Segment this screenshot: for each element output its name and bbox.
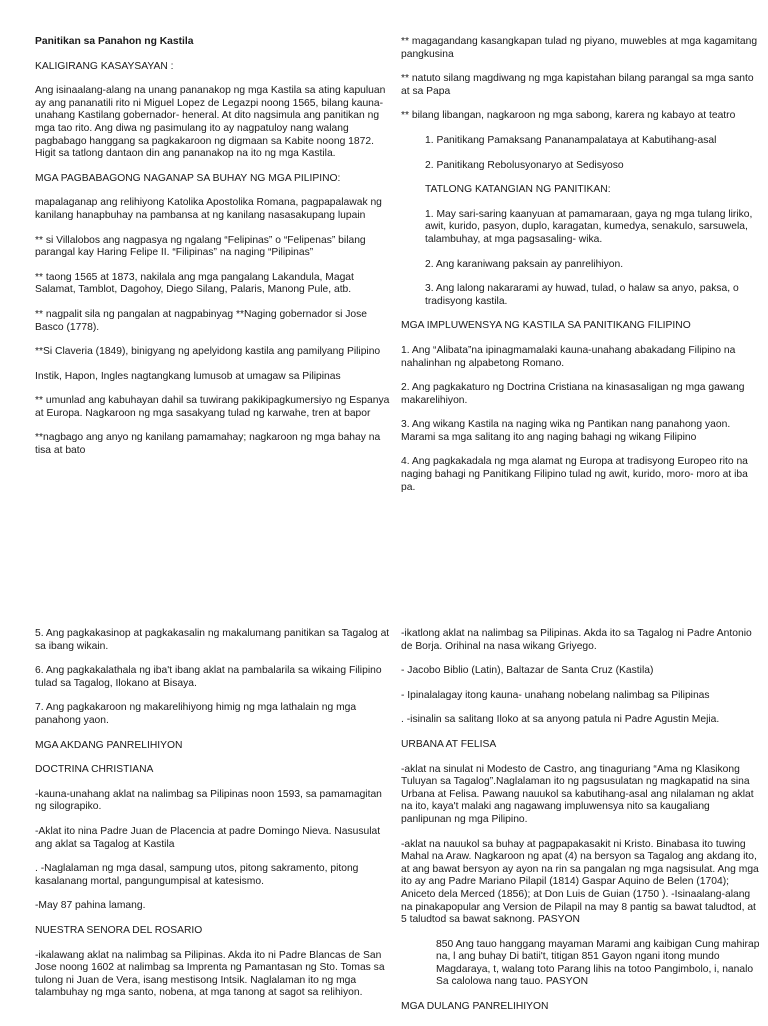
section-heading: URBANA AT FELISA — [401, 738, 497, 750]
section-heading: DOCTRINA CHRISTIANA — [35, 764, 154, 776]
paragraph: **Si Claveria (1849), binigyang ng apelyidong kastila ang pamilyang Pilipino — [35, 346, 381, 358]
paragraph: . -isinalin sa salitang Iloko at sa anyong patula ni Padre Agustin Mejia. — [401, 714, 720, 726]
paragraph: ** umunlad ang kabuhayan dahil sa tuwirang pakikipagkumersiyo ng Espanya at Europa. Nagkaroon ng mga sasakyang tulad ng karwahe, tren at bapor — [35, 395, 390, 419]
paragraph: . -Naglalaman ng mga dasal, sampung utos, pitong sakramento, pitong kasalanang mortal, pangungumpisal at katesismo. — [35, 863, 359, 887]
section-heading: MGA DULANG PANRELIHIYON — [401, 1001, 549, 1013]
page1-right-column — [401, 36, 763, 506]
paragraph: ** nagpalit sila ng pangalan at nagpabinyag **Naging gobernador si Jose Basco (1778). — [35, 308, 368, 333]
page2-right-column — [401, 628, 763, 1026]
paragraph: -Aklat ito nina Padre Juan de Placencia at padre Domingo Nieva. Nasusulat ang aklat sa Tagalog at Kastila — [35, 825, 381, 850]
paragraph: ** bilang libangan, nagkaroon ng mga sabong, karera ng kabayo at teatro — [401, 110, 736, 122]
list-item: 5. Ang pagkakasinop at pagkakasalin ng makalumang panitikan sa Tagalog at sa ibang wikain. — [35, 628, 390, 652]
paragraph: -May 87 pahina lamang. — [35, 900, 146, 912]
paragraph: ** taong 1565 at 1873, nakilala ang mga pangalang Lakandula, Magat Salamat, Tamblot, Dagohoy, Diego Silang, Palaris, Manong Pule, atb. — [35, 271, 354, 296]
list-item: 2. Ang pagkakaturo ng Doctrina Cristiana na kinasasaligan ng mga gawang makarelihiyon. — [401, 382, 745, 406]
paragraph: mapalaganap ang relihiyong Katolika Apostolika Romana, pagpapalawak ng kanilang hanapbuhay na pambansa at ng kanilang nasasakupang lupain — [35, 197, 382, 221]
paragraph: Ang isinaalang-alang na unang pananakop ng mga Kastila sa ating kapuluan ay ang pananatili rito ni Miguel Lopez de Legazpi noong 1565, bilang kauna-unahang Kastilang gobernador- heneral. At dito nagsimula ang panitikan ng mga tao rito. Ang diwa ng pasimulang ito ay nagpatuloy nang walang pagbabago hanggang sa pagkakaroon ng digmaan sa Kabite noong 1872. Higit sa tatlong dantaon din ang pananakop na ito ng mga Kastila. — [35, 85, 386, 160]
document-title: Panitikan sa Panahon ng Kastila — [35, 36, 194, 47]
paragraph: -ikatlong aklat na nalimbag sa Pilipinas. Akda ito sa Tagalog ni Padre Antonio de Borja. Orihinal na nasa wikang Griyego. — [401, 628, 752, 652]
section-heading: MGA PAGBABAGONG NAGANAP SA BUHAY NG MGA PILIPINO: — [35, 172, 341, 184]
list-item: 4. Ang pagkakadala ng mga alamat ng Europa at tradisyong Europeo rito na naging bahagi ng Panitikang Filipino tulad ng awit, kurido, moro- moro at iba pa. — [401, 456, 748, 493]
section-heading: TATLONG KATANGIAN NG PANITIKAN: — [425, 184, 611, 196]
paragraph: -aklat na nauukol sa buhay at pagpapakasakit ni Kristo. Binabasa ito tuwing Mahal na Araw. Nagkaroon ng apat (4) na bersyon sa Tagalog ang akdang ito, at ang bawat bersyon ay ayon na rin sa pangalan ng mga nagsisulat. Ang mga ito ay ang Padre Mariano Pilapil (1814) Gaspar Aquino de Belen (1704); Aniceto dela Merced (1856); at Don Luis de Guian (1750 ). -Isinaalang-alang na pinakapopular ang Version de Pilapil na may 8 pantig sa bawat taludtod, at 5 taludtod sa bawat saknong. PASYON — [401, 838, 759, 926]
paragraph: ** magagandang kasangkapan tulad ng piyano, muwebles at mga kagamitang pangkusina — [401, 36, 758, 60]
list-item: 1. May sari-saring kaanyuan at pamamaraan, gaya ng mga tulang liriko, awit, kurido, pasyon, duplo, karagatan, kumedya, senakulo, sarsuwela, talambuhay, at mga pagsasaling- wika. — [425, 208, 753, 245]
list-item: 7. Ang pagkakaroon ng makarelihiyong himig ng mga lathalain ng mga panahong yaon. — [35, 702, 357, 726]
paragraph: -ikalawang aklat na nalimbag sa Pilipinas. Akda ito ni Padre Blancas de San Jose noong 1602 at nalimbag sa Imprenta ng Pamantasan ng Sto. Tomas sa tulong ni Juan de Vera, isang mestisong Intsik. Naglalaman ito ng mga talambuhay ng mga santo, nobena, at mga tanong at sagot sa relihiyon. — [35, 949, 385, 999]
paragraph: -kauna-unahang aklat na nalimbag sa Pilipinas noon 1593, sa pamamagitan ng silograpiko. — [35, 788, 382, 813]
list-item: 3. Ang lalong nakararami ay huwad, tulad, o halaw sa anyo, paksa, o tradisyong kastila. — [425, 283, 739, 307]
poem-excerpt: 850 Ang tauo hanggang mayaman Marami ang kaibigan Cung mahirap na, l ang buhay Di batii't, titigan 851 Gayon ngani itong mundo Magdaraya, t, walang toto Parang lihis na totoo Pangimbolo, i, nanalo Sa calolowa nang tauo. PASYON — [436, 938, 760, 988]
section-heading: MGA IMPLUWENSYA NG KASTILA SA PANITIKANG FILIPINO — [401, 320, 691, 332]
paragraph: - Jacobo Biblio (Latin), Baltazar de Santa Cruz (Kastila) — [401, 665, 654, 677]
list-item: 3. Ang wikang Kastila na naging wika ng Pantikan nang panahong yaon. Marami sa mga salitang ito ang naging bahagi ng wikang Filipino — [401, 419, 731, 443]
page1-left-column — [35, 36, 390, 470]
paragraph: ** si Villalobos ang nagpasya ng ngalang “Felipinas” o “Felipenas” bilang parangal kay Haring Felipe II. “Filipinas” na naging “Pilipinas” — [35, 234, 366, 259]
paragraph: -aklat na sinulat ni Modesto de Castro, ang tinaguriang “Ama ng Klasikong Tuluyan sa Tagalog”.Naglalaman ito ng pagsusulatan ng magkapatid na sina Urbana at Felisa. Pawang nauukol sa kabutihang-asal ang nilalaman ng aklat na ito, kaya't malaki ang nagawang impluwensya nito sa kaugaliang panlipunan ng mga Pilipino. — [401, 763, 754, 825]
list-item: 2. Panitikang Rebolusyonaryo at Sedisyoso — [425, 159, 624, 171]
list-item: 1. Panitikang Pamaksang Pananampalataya at Kabutihang-asal — [425, 134, 717, 146]
section-heading: KALIGIRANG KASAYSAYAN : — [35, 60, 174, 72]
paragraph: Instik, Hapon, Ingles nagtangkang lumusob at umagaw sa Pilipinas — [35, 370, 341, 382]
paragraph: ** natuto silang magdiwang ng mga kapistahan bilang parangal sa mga santo at sa Papa — [401, 73, 754, 97]
section-heading: NUESTRA SENORA DEL ROSARIO — [35, 924, 203, 936]
section-heading: MGA AKDANG PANRELIHIYON — [35, 739, 183, 751]
paragraph: - Ipinalalagay itong kauna- unahang nobelang nalimbag sa Pilipinas — [401, 689, 710, 701]
page2-left-column — [35, 628, 390, 1012]
list-item: 1. Ang “Alibata”na ipinagmamalaki kauna-unahang abakadang Filipino na nahalinhan ng alpabetong Romano. — [401, 344, 736, 369]
paragraph: **nagbago ang anyo ng kanilang pamamahay; nagkaroon ng mga bahay na tisa at bato — [35, 432, 381, 457]
list-item: 2. Ang karaniwang paksain ay panrelihiyon. — [425, 258, 624, 270]
list-item: 6. Ang pagkakalathala ng iba't ibang aklat na pambalarila sa wikaing Filipino tulad sa Tagalog, Ilokano at Bisaya. — [35, 665, 382, 689]
